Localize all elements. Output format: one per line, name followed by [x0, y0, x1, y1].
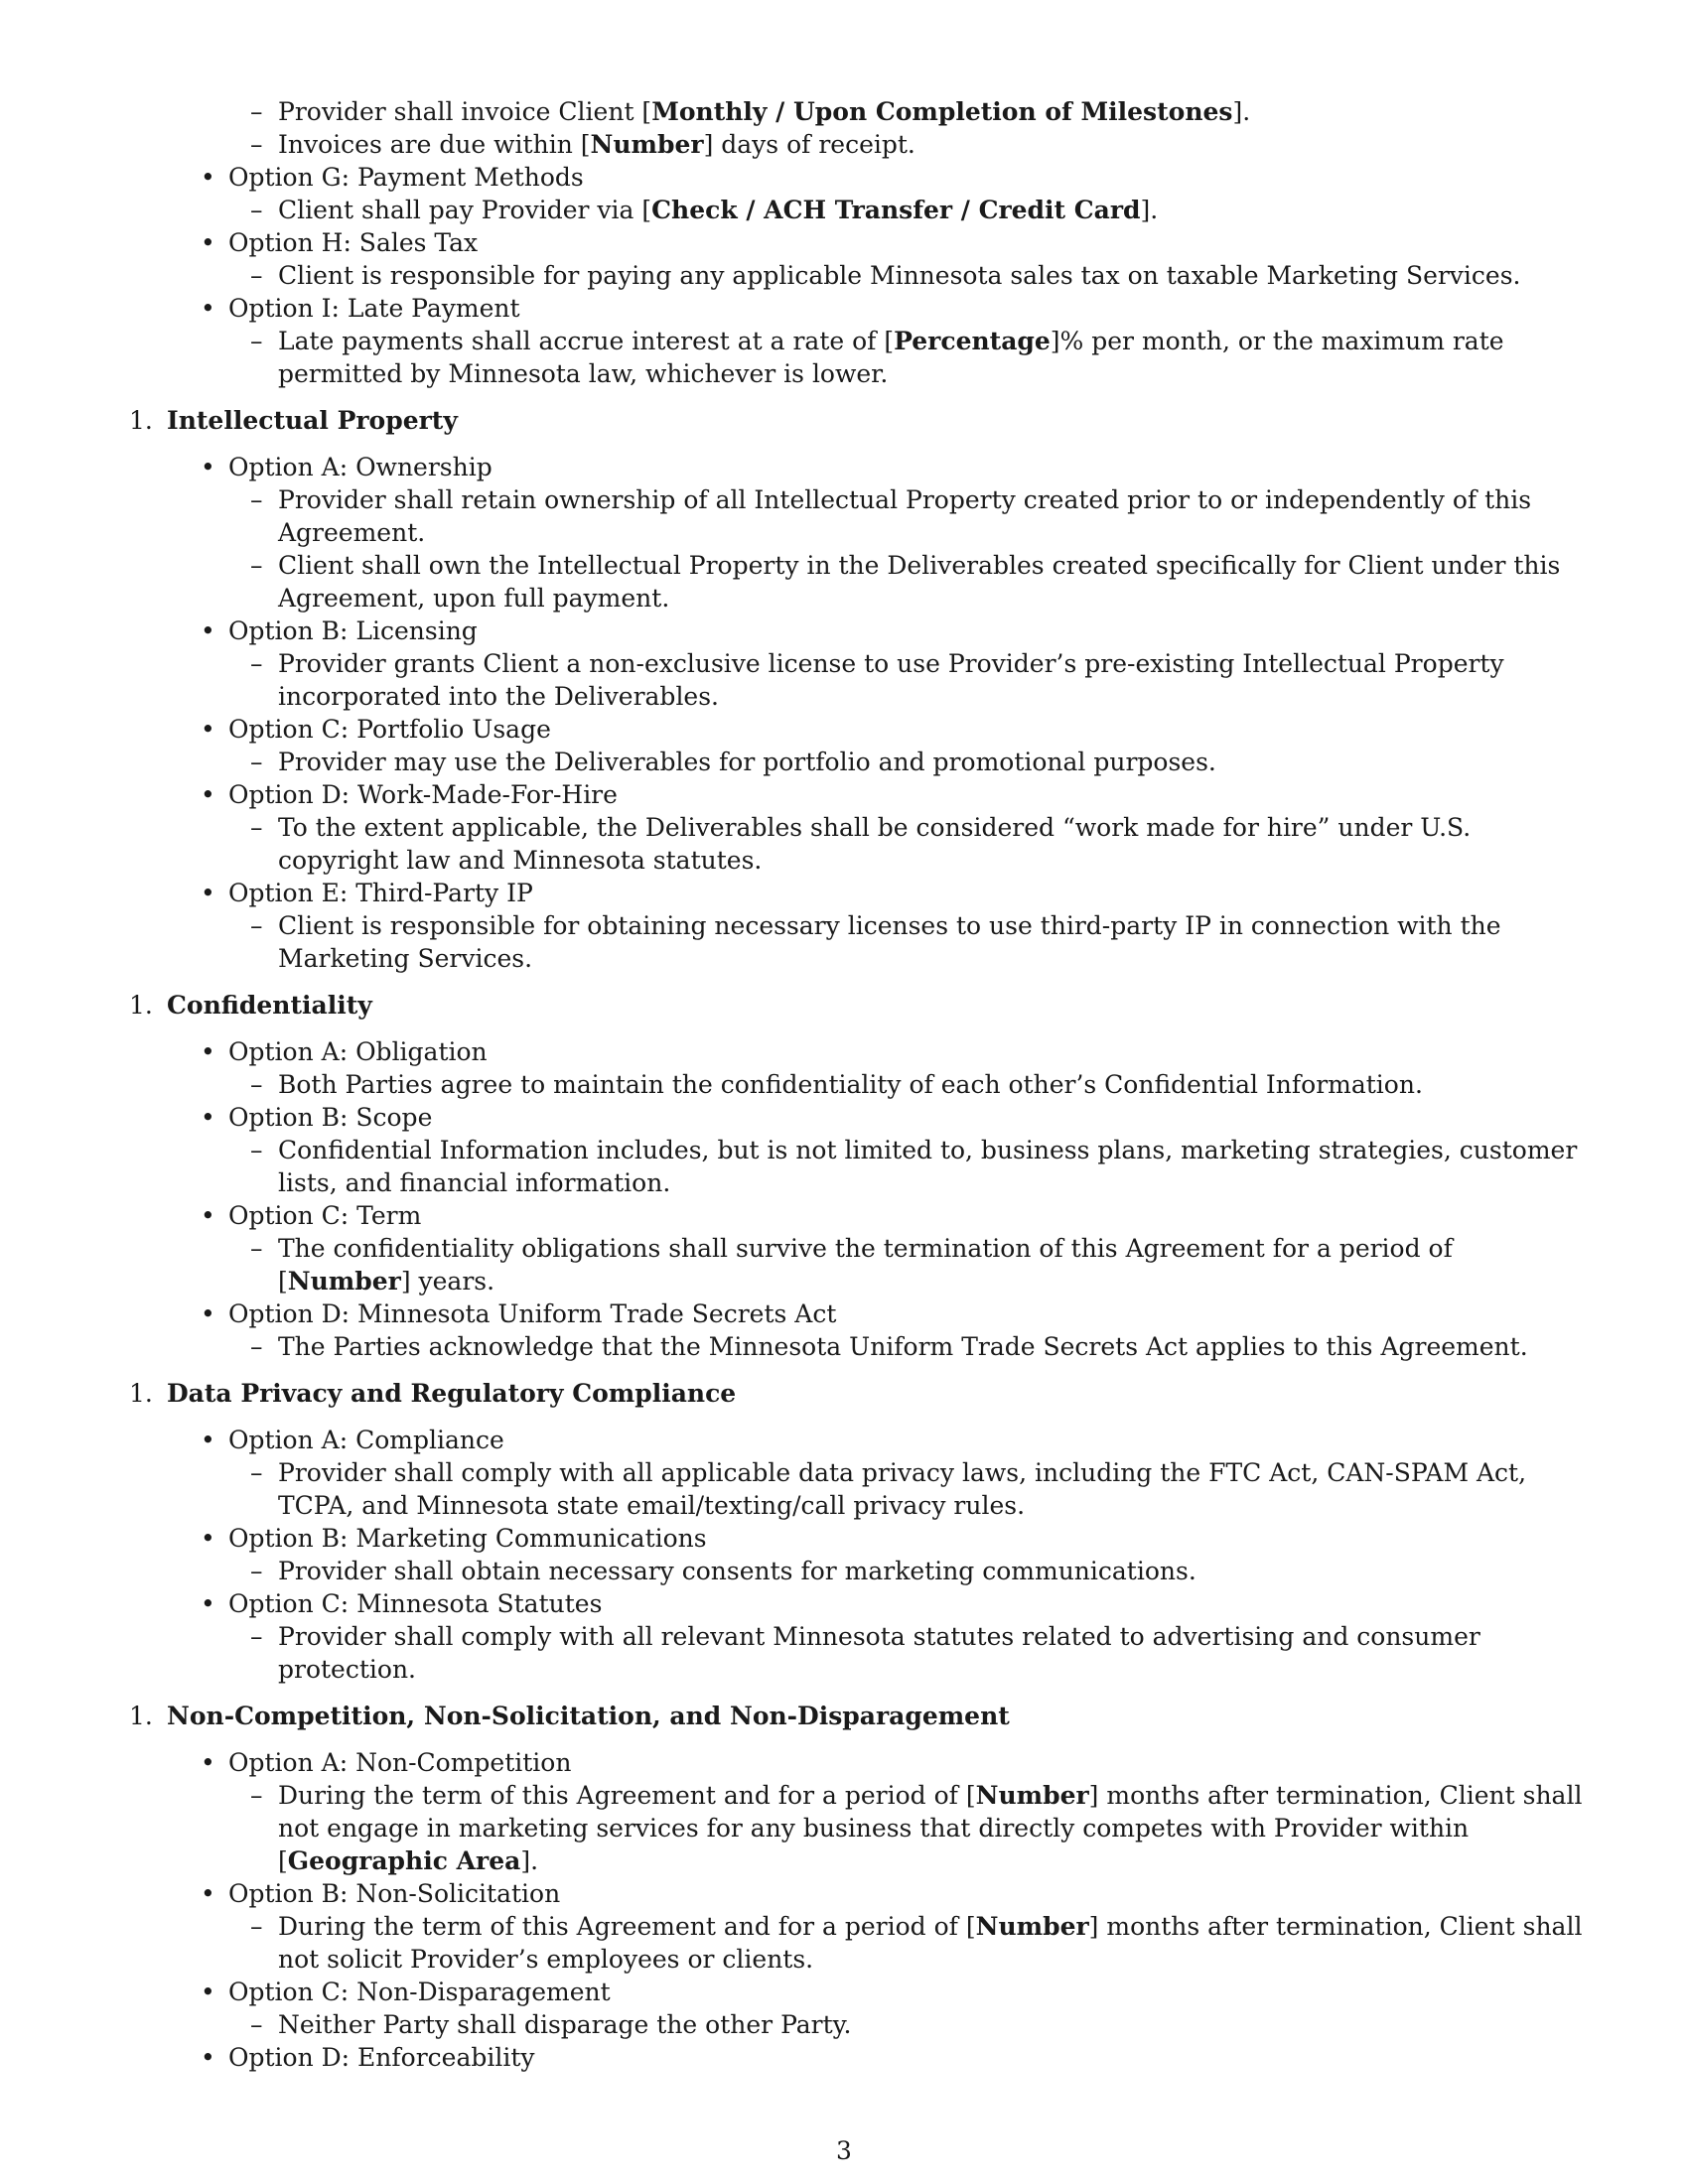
document-body: [129, 95, 1589, 2074]
option-item: [228, 1297, 1589, 1363]
payment-options-list: [129, 161, 1589, 390]
list-item: – Provider shall comply with all applicable data privacy laws, including the FTC Act, CAN-SPAM Act, TCPA, and Minnesota state email/texting/call privacy rules.: [278, 1456, 1589, 1522]
list-item: – Provider may use the Deliverables for portfolio and promotional purposes.: [278, 746, 1589, 778]
section-intellectual-property: [129, 404, 1589, 975]
list-item: – The confidentiality obligations shall survive the termination of this Agreement for a period of [Number] years.: [278, 1232, 1589, 1297]
section-number: 1.: [129, 406, 153, 435]
option-item: [228, 161, 1589, 226]
option-label: Option C: Non-Disparagement: [228, 1978, 611, 2006]
option-label: Option A: Ownership: [228, 453, 492, 481]
section-number: 1.: [129, 1379, 153, 1408]
option-item: [228, 1587, 1589, 1686]
list-item: – Client shall own the Intellectual Property in the Deliverables created specifically for Client under this Agreement, upon full payment.: [278, 549, 1589, 614]
option-item: [228, 1199, 1589, 1297]
option-label: Option E: Third-Party IP: [228, 879, 533, 907]
option-item: [228, 1035, 1589, 1101]
list-item: – Provider shall retain ownership of all Intellectual Property created prior to or independently of this Agreement.: [278, 483, 1589, 549]
section-heading: [129, 1700, 1589, 1732]
option-item: [228, 1877, 1589, 1976]
list-item: – Provider shall comply with all relevant Minnesota statutes related to advertising and consumer protection.: [278, 1620, 1589, 1686]
section-number: 1.: [129, 991, 153, 1020]
option-label: Option C: Minnesota Statutes: [228, 1589, 603, 1618]
list-item: – The Parties acknowledge that the Minnesota Uniform Trade Secrets Act applies to this Agreement.: [278, 1330, 1589, 1363]
section-title: Data Privacy and Regulatory Compliance: [167, 1379, 737, 1408]
list-item: – To the extent applicable, the Deliverables shall be considered “work made for hire” under U.S. copyright law and Minnesota statutes.: [278, 811, 1589, 877]
option-item: [228, 614, 1589, 713]
option-label: Option G: Payment Methods: [228, 163, 584, 192]
option-label: Option D: Minnesota Uniform Trade Secrets Act: [228, 1299, 837, 1328]
option-item: [228, 292, 1589, 390]
option-item: [228, 451, 1589, 614]
option-item: [228, 1976, 1589, 2041]
option-label: Option B: Licensing: [228, 616, 478, 645]
list-item: – During the term of this Agreement and for a period of [Number] months after termination, Client shall not engage in marketing services for any business that directly competes with Provider within [Geographic Area].: [278, 1779, 1589, 1877]
section-heading: [129, 1377, 1589, 1410]
section-confidentiality: [129, 989, 1589, 1363]
list-item: – Confidential Information includes, but is not limited to, business plans, marketing strategies, customer lists, and financial information.: [278, 1134, 1589, 1199]
option-item: [228, 1522, 1589, 1587]
option-label: Option H: Sales Tax: [228, 228, 479, 257]
list-item: – During the term of this Agreement and for a period of [Number] months after termination, Client shall not solicit Provider’s employees or clients.: [278, 1910, 1589, 1976]
option-label: Option C: Portfolio Usage: [228, 715, 551, 744]
list-item: – Invoices are due within [Number] days of receipt.: [278, 128, 1589, 161]
section-number: 1.: [129, 1702, 153, 1730]
option-label: Option B: Non-Solicitation: [228, 1879, 561, 1908]
section-title: Confidentiality: [167, 991, 372, 1020]
list-item: – Late payments shall accrue interest at a rate of [Percentage]% per month, or the maximum rate permitted by Minnesota law, whichever is lower.: [278, 325, 1589, 390]
option-label: Option B: Scope: [228, 1103, 433, 1132]
continuation-list: [129, 95, 1589, 161]
section-data-privacy: [129, 1377, 1589, 1686]
option-item: [228, 1424, 1589, 1522]
option-label: Option A: Compliance: [228, 1426, 504, 1454]
list-item: – Provider shall invoice Client [Monthly / Upon Completion of Milestones].: [278, 95, 1589, 128]
option-item: [228, 226, 1589, 292]
option-item: [228, 877, 1589, 975]
option-item: [228, 1746, 1589, 1877]
option-label: Option B: Marketing Communications: [228, 1524, 707, 1553]
option-item: [228, 713, 1589, 778]
list-item: – Both Parties agree to maintain the confidentiality of each other’s Confidential Information.: [278, 1068, 1589, 1101]
list-item: – Provider shall obtain necessary consents for marketing communications.: [278, 1555, 1589, 1587]
option-label: Option C: Term: [228, 1201, 422, 1230]
option-label: Option A: Obligation: [228, 1037, 488, 1066]
list-item: – Client shall pay Provider via [Check / ACH Transfer / Credit Card].: [278, 194, 1589, 226]
option-label: Option A: Non-Competition: [228, 1748, 572, 1777]
list-item: – Client is responsible for paying any applicable Minnesota sales tax on taxable Marketing Services.: [278, 259, 1589, 292]
list-item: – Provider grants Client a non-exclusive license to use Provider’s pre-existing Intellectual Property incorporated into the Deliverables.: [278, 647, 1589, 713]
list-item: – Client is responsible for obtaining necessary licenses to use third-party IP in connection with the Marketing Services.: [278, 909, 1589, 975]
option-label: Option I: Late Payment: [228, 294, 520, 323]
option-item: [228, 778, 1589, 877]
option-item: [228, 2041, 1589, 2074]
option-label: Option D: Work-Made-For-Hire: [228, 780, 618, 809]
page-number: 3: [836, 2136, 852, 2165]
section-heading: [129, 989, 1589, 1022]
section-title: Intellectual Property: [167, 406, 458, 435]
list-item: – Neither Party shall disparage the other Party.: [278, 2008, 1589, 2041]
option-label: Option D: Enforceability: [228, 2043, 535, 2072]
section-title: Non-Competition, Non-Solicitation, and Non-Disparagement: [167, 1702, 1010, 1730]
section-non-competition: [129, 1700, 1589, 2074]
option-item: [228, 1101, 1589, 1199]
section-heading: [129, 404, 1589, 437]
